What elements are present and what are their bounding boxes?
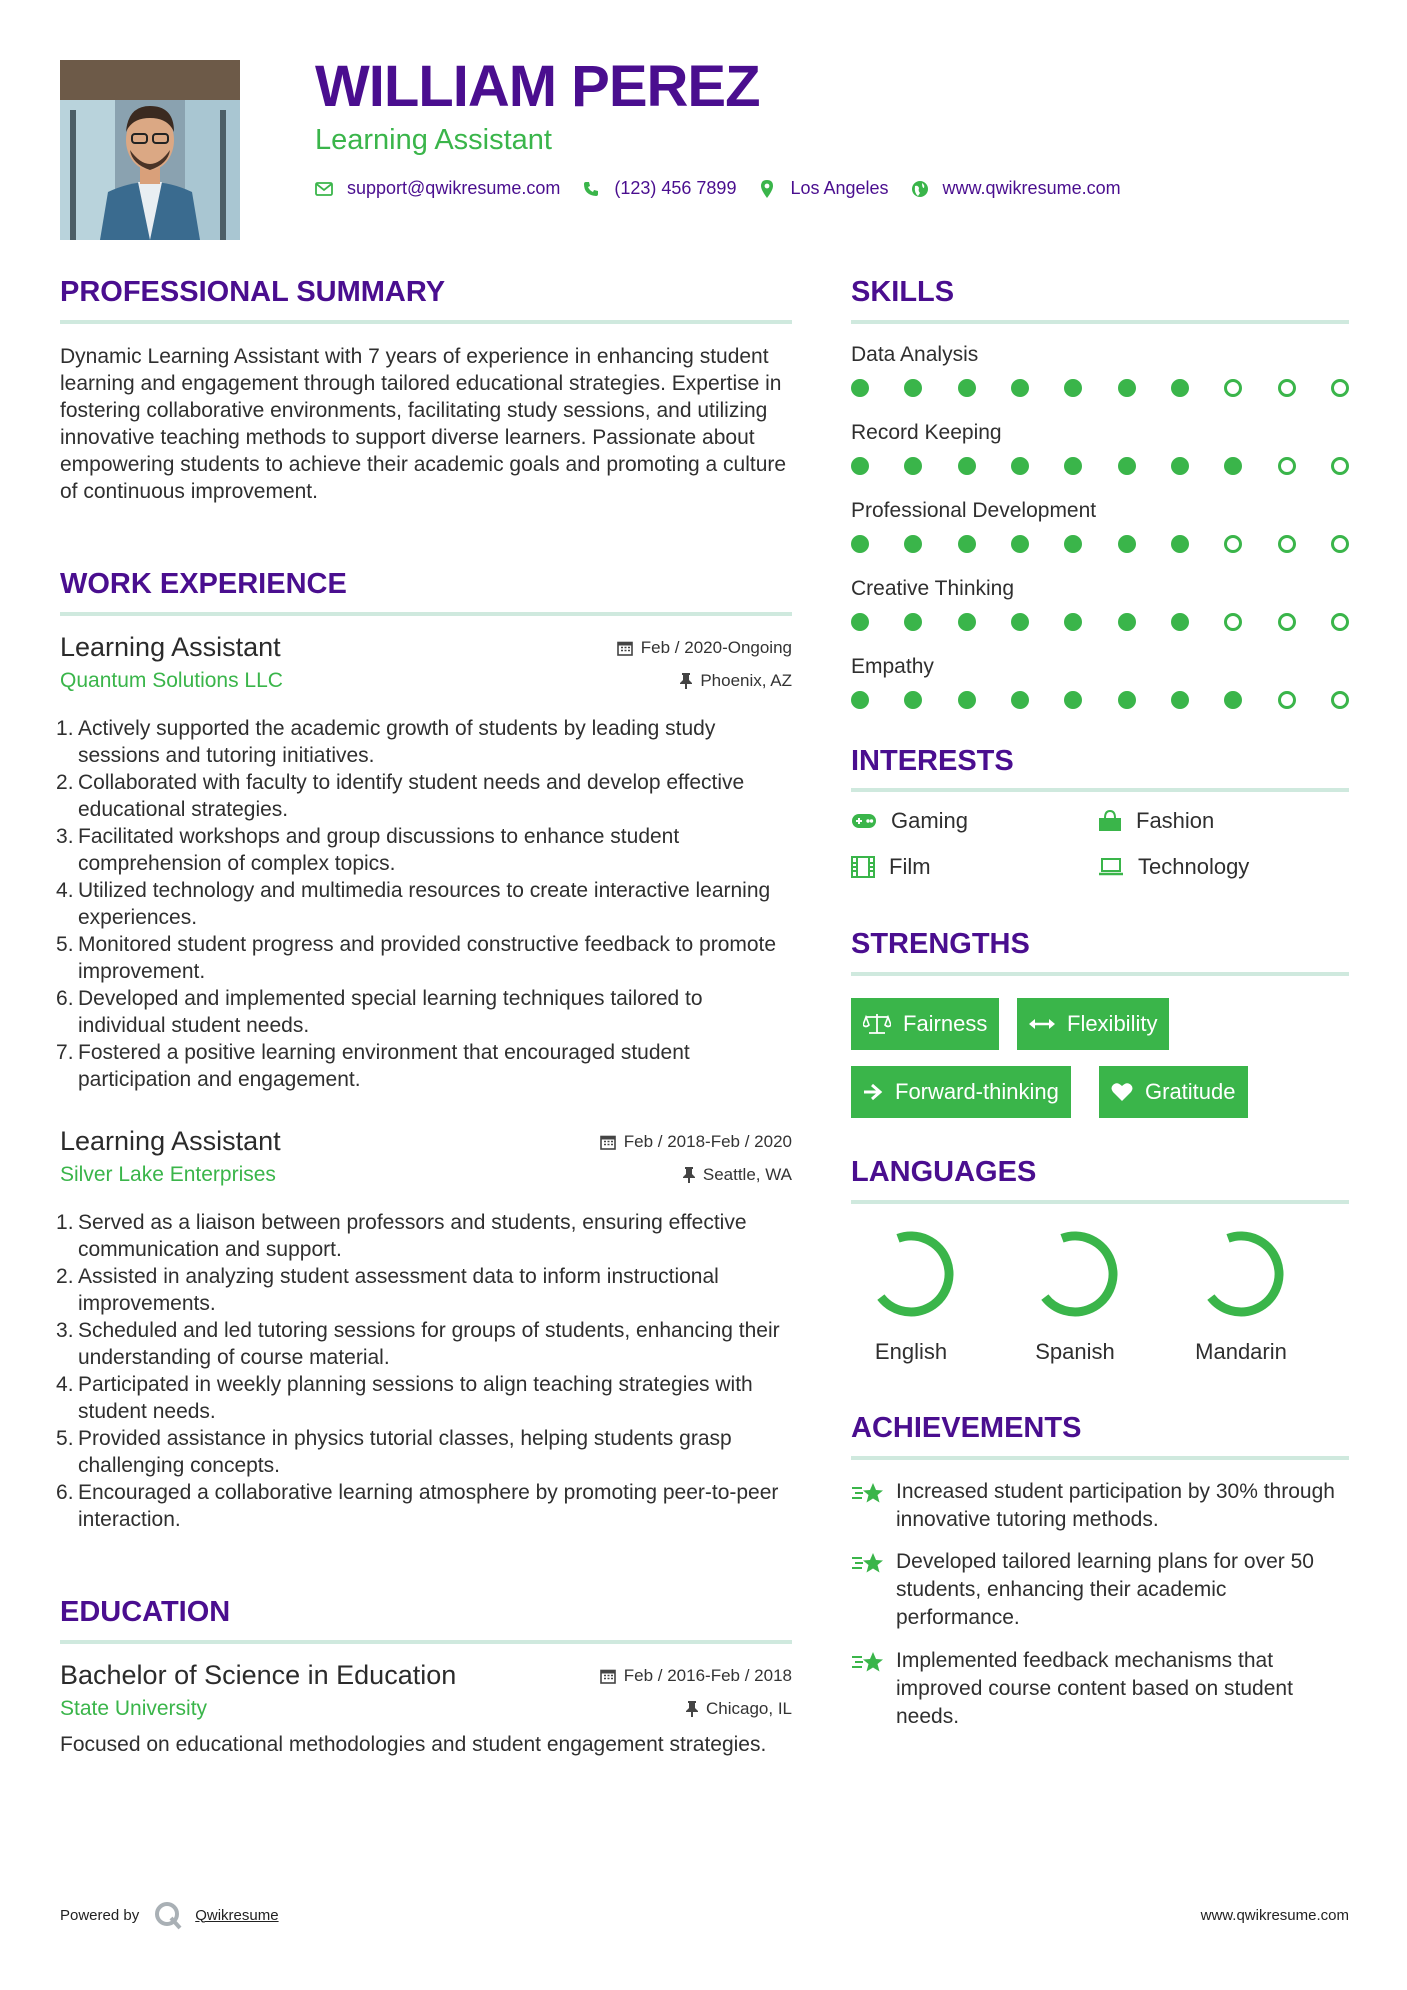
experience-heading: WORK EXPERIENCE [60,568,347,600]
pushpin-icon [683,1167,695,1183]
skill-name: Data Analysis [851,343,979,366]
website-text: www.qwikresume.com [942,178,1121,198]
company-name: Quantum Solutions LLC [60,669,283,692]
strength-tag: Gratitude [1099,1066,1248,1118]
qwikresume-link[interactable]: Qwikresume [195,1906,279,1924]
language-name: Spanish [1035,1339,1115,1364]
rating-dot-filled [1064,535,1082,553]
rating-dot-filled [904,379,922,397]
rating-dot-filled [1224,457,1242,475]
list-item: Fostered a positive learning environment that encouraged student participation and engagement. [78,1041,690,1091]
rating-dot-filled [1171,691,1189,709]
rating-dot-empty [1331,613,1349,631]
skills-rule [851,320,1349,324]
rating-dot-empty [1331,379,1349,397]
globe-icon [911,180,929,198]
education-dates: Feb / 2016-Feb / 2018 [600,1666,792,1686]
rating-dot-filled [958,457,976,475]
star-badge-icon [851,1550,896,1632]
skill-item [851,499,1349,553]
rating-dot-empty [1331,691,1349,709]
languages-rule [851,1200,1349,1204]
job-entry [60,632,792,1093]
contact-website[interactable] [911,178,1121,199]
pushpin-icon [680,673,692,689]
degree-title: Bachelor of Science in Education [60,1660,457,1690]
rating-dot-filled [851,379,869,397]
rating-dot-filled [1118,379,1136,397]
rating-dot-filled [1118,535,1136,553]
rating-dot-empty [1224,613,1242,631]
rating-dot-filled [1171,379,1189,397]
skill-item [851,655,1349,709]
job-title: Learning Assistant [60,1126,281,1156]
job-title: Learning Assistant [60,632,281,662]
rating-dot-filled [904,457,922,475]
language-ring [1027,1226,1123,1322]
list-item: Developed and implemented special learning techniques tailored to individual student needs. [78,987,703,1037]
calendar-icon [600,1134,616,1150]
rating-dot-empty [1278,457,1296,475]
calendar-icon [617,640,633,656]
job-entry [60,1126,792,1533]
qwikresume-logo-icon [153,1900,183,1930]
job-dates: Feb / 2018-Feb / 2020 [600,1132,792,1152]
interests-heading: INTERESTS [851,745,1014,777]
duty-list [60,715,792,1093]
list-item: Participated in weekly planning sessions to align teaching strategies with student needs. [78,1373,753,1423]
summary-text: Dynamic Learning Assistant with 7 years of experience in enhancing student learning and engagement through tailored educational strategies. Expertise in fostering collaborative environments, facilitating study sessions, and utilizing innovative teaching methods to support diverse learners. Passionate about empowering students to achieve their academic goals and promoting a culture of continuous improvement. [60,345,787,503]
skill-item [851,343,1349,397]
rating-dot-filled [1118,613,1136,631]
language-name: Mandarin [1195,1339,1287,1364]
footer-powered-by: Powered by Qwikresume [60,1900,279,1930]
list-item: Utilized technology and multimedia resources to create interactive learning experiences. [78,879,771,929]
rating-dot-filled [958,691,976,709]
skill-rating [851,613,1349,631]
rating-dot-filled [958,535,976,553]
skill-rating [851,691,1349,709]
strength-tag: Fairness [851,998,999,1050]
rating-dot-filled [958,379,976,397]
list-item: Monitored student progress and provided constructive feedback to promote improvement. [78,933,777,983]
email-text: support@qwikresume.com [347,178,561,198]
map-marker-icon [758,180,776,198]
envelope-icon [315,180,333,198]
phone-icon [582,180,600,198]
location-text: Los Angeles [790,178,889,198]
rating-dot-filled [1011,379,1029,397]
achievement-item: Implemented feedback mechanisms that improved course content based on student needs. [851,1647,1349,1731]
job-location: Seattle, WA [683,1165,792,1185]
strengths-rule [851,972,1349,976]
language-level-arc [863,1226,959,1322]
skill-name: Professional Development [851,499,1097,522]
language-item [836,1226,986,1365]
skill-item [851,421,1349,475]
school-name: State University [60,1697,208,1720]
education-entry [60,1660,792,1758]
strengths-heading: STRENGTHS [851,928,1030,960]
candidate-name: WILLIAM PEREZ [315,54,760,119]
skills-heading: SKILLS [851,276,955,308]
rating-dot-filled [1118,691,1136,709]
language-level-arc [1027,1226,1123,1322]
star-badge-icon [851,1480,896,1534]
calendar-icon [600,1668,616,1684]
rating-dot-filled [1064,613,1082,631]
rating-dot-filled [1171,535,1189,553]
rating-dot-filled [1011,457,1029,475]
rating-dot-empty [1331,457,1349,475]
rating-dot-empty [1278,379,1296,397]
interest-item: Film [851,854,931,880]
achievements-heading: ACHIEVEMENTS [851,1412,1082,1444]
skill-item [851,577,1349,631]
profile-photo [60,60,240,240]
skills-list [851,343,1349,709]
language-name: English [874,1339,948,1364]
film-icon [851,856,875,878]
job-location: Phoenix, AZ [680,671,792,691]
company-name: Silver Lake Enterprises [60,1163,276,1186]
rating-dot-filled [958,613,976,631]
rating-dot-empty [1331,535,1349,553]
list-item: Served as a liaison between professors and students, ensuring effective communication and support. [78,1211,747,1261]
gamepad-icon [851,813,877,829]
strength-tag: Flexibility [1017,998,1169,1050]
list-item: Facilitated workshops and group discussions to enhance student comprehension of complex topics. [78,825,680,875]
education-heading: EDUCATION [60,1596,231,1628]
language-ring [863,1226,959,1322]
list-item: Assisted in analyzing student assessment data to inform instructional improvements. [78,1265,719,1315]
rating-dot-empty [1224,379,1242,397]
languages-heading: LANGUAGES [851,1156,1037,1188]
list-item: Provided assistance in physics tutorial classes, helping students grasp challenging concepts. [78,1427,732,1477]
rating-dot-empty [1278,535,1296,553]
heart-icon [1111,1082,1133,1102]
summary-rule [60,320,792,324]
rating-dot-filled [1064,457,1082,475]
rating-dot-filled [1064,691,1082,709]
interest-item: Gaming [851,808,968,834]
interests-rule [851,788,1349,792]
rating-dot-filled [1118,457,1136,475]
rating-dot-filled [851,613,869,631]
rating-dot-filled [1011,535,1029,553]
duty-list [60,1209,792,1533]
shopping-bag-icon [1098,810,1122,832]
rating-dot-filled [1171,613,1189,631]
achievement-item: Increased student participation by 30% through innovative tutoring methods. [851,1478,1349,1534]
contact-location [758,178,888,199]
education-description: Focused on educational methodologies and student engagement strategies. [60,1733,767,1756]
arrows-horizontal-icon [1029,1017,1055,1031]
skill-rating [851,379,1349,397]
skill-name: Creative Thinking [851,577,1015,600]
job-dates: Feb / 2020-Ongoing [617,638,792,658]
phone-text: (123) 456 7899 [614,178,737,198]
skill-name: Empathy [851,655,934,678]
laptop-icon [1098,857,1124,877]
skill-rating [851,535,1349,553]
rating-dot-empty [1224,535,1242,553]
rating-dot-empty [1278,613,1296,631]
interest-item: Technology [1098,854,1249,880]
candidate-title: Learning Assistant [315,124,552,156]
footer-website[interactable]: www.qwikresume.com [1200,1907,1349,1924]
rating-dot-filled [851,535,869,553]
summary-heading: PROFESSIONAL SUMMARY [60,276,446,308]
skill-name: Record Keeping [851,421,1002,444]
education-location: Chicago, IL [686,1699,792,1719]
rating-dot-filled [1064,379,1082,397]
language-item [1000,1226,1150,1365]
achievement-item: Developed tailored learning plans for over 50 students, enhancing their academic performance. [851,1548,1349,1632]
pushpin-icon [686,1701,698,1717]
list-item: Collaborated with faculty to identify student needs and develop effective educational strategies. [78,771,745,821]
arrow-right-icon [863,1083,883,1101]
language-item [1166,1226,1316,1365]
rating-dot-filled [1011,691,1029,709]
list-item: Encouraged a collaborative learning atmosphere by promoting peer-to-peer interaction. [78,1481,779,1531]
skill-rating [851,457,1349,475]
experience-rule [60,612,792,616]
contact-bar [315,178,1143,199]
star-badge-icon [851,1649,896,1731]
rating-dot-filled [1171,457,1189,475]
rating-dot-filled [851,457,869,475]
interest-item: Fashion [1098,808,1214,834]
contact-email[interactable] [315,178,560,199]
rating-dot-filled [851,691,869,709]
rating-dot-filled [1224,691,1242,709]
achievements-rule [851,1456,1349,1460]
contact-phone[interactable] [582,178,736,199]
balance-scale-icon [863,1013,891,1035]
language-level-arc [1193,1226,1289,1322]
rating-dot-filled [1011,613,1029,631]
rating-dot-filled [904,535,922,553]
strength-tag: Forward-thinking [851,1066,1071,1118]
list-item: Actively supported the academic growth of students by leading study sessions and tutoring initiatives. [78,717,716,767]
education-rule [60,1640,792,1644]
rating-dot-empty [1278,691,1296,709]
list-item: Scheduled and led tutoring sessions for groups of students, enhancing their understanding of course material. [78,1319,780,1369]
language-ring [1193,1226,1289,1322]
rating-dot-filled [904,613,922,631]
rating-dot-filled [904,691,922,709]
